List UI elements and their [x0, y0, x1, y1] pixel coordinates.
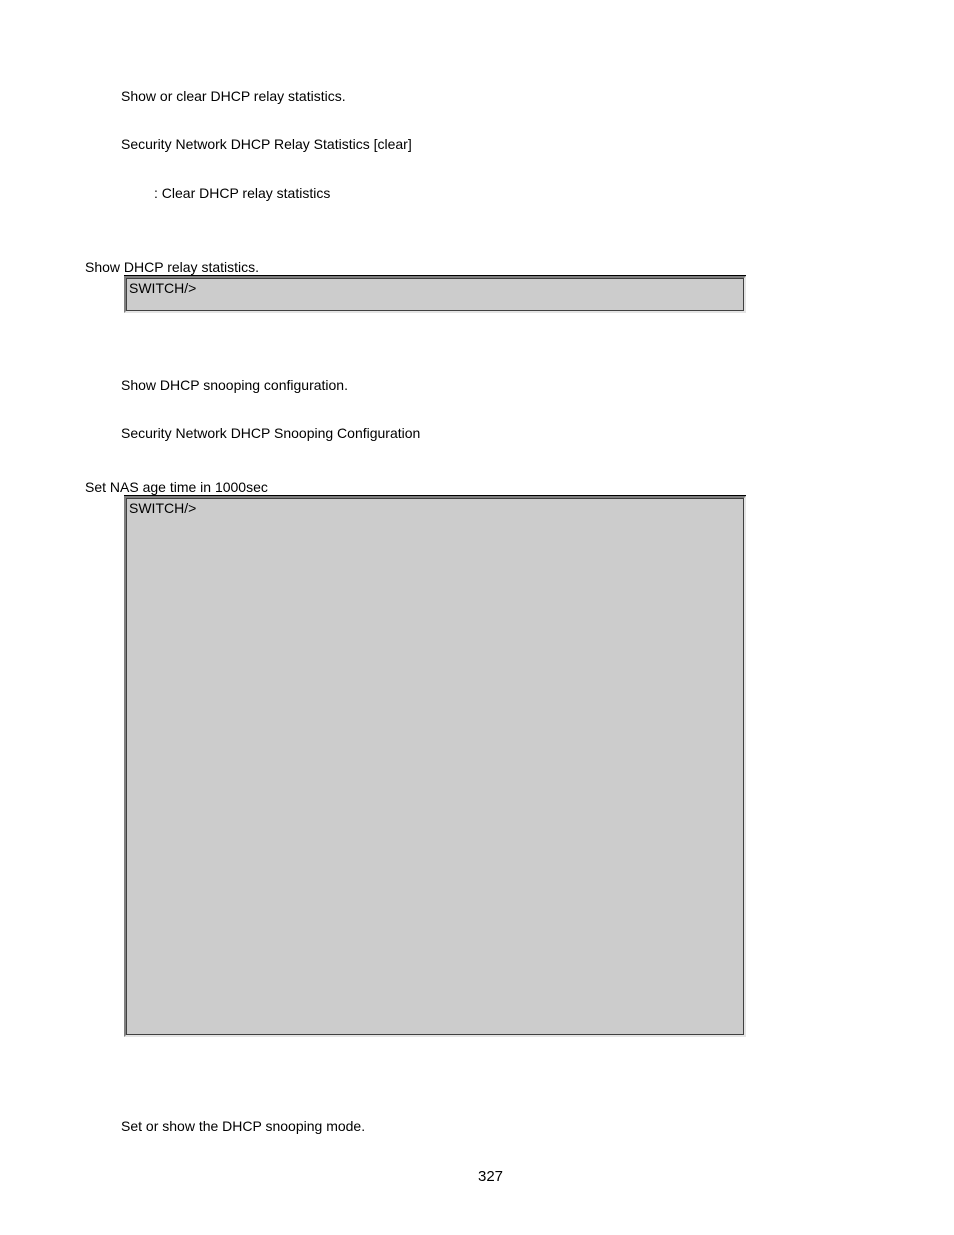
- page-number: 327: [478, 1168, 504, 1185]
- relay-stats-terminal: [124, 276, 746, 313]
- snooping-config-example-caption: Set NAS age time in 1000sec: [85, 479, 268, 495]
- snooping-mode-description: Set or show the DHCP snooping mode.: [121, 1118, 366, 1134]
- relay-stats-description: Show or clear DHCP relay statistics.: [121, 88, 346, 104]
- snooping-config-description: Show DHCP snooping configuration.: [121, 377, 348, 393]
- terminal-prompt: SWITCH/>: [129, 500, 197, 516]
- relay-stats-example-caption: Show DHCP relay statistics.: [85, 259, 260, 275]
- relay-stats-syntax: Security Network DHCP Relay Statistics [clear]: [121, 136, 412, 152]
- relay-stats-param-clear: : Clear DHCP relay statistics: [154, 185, 331, 201]
- snooping-config-syntax: Security Network DHCP Snooping Configuration: [121, 425, 421, 441]
- terminal-inner-border: [126, 278, 744, 311]
- terminal-prompt: SWITCH/>: [129, 280, 197, 296]
- terminal-inner-border: [126, 498, 744, 1035]
- snooping-config-terminal: [124, 496, 746, 1037]
